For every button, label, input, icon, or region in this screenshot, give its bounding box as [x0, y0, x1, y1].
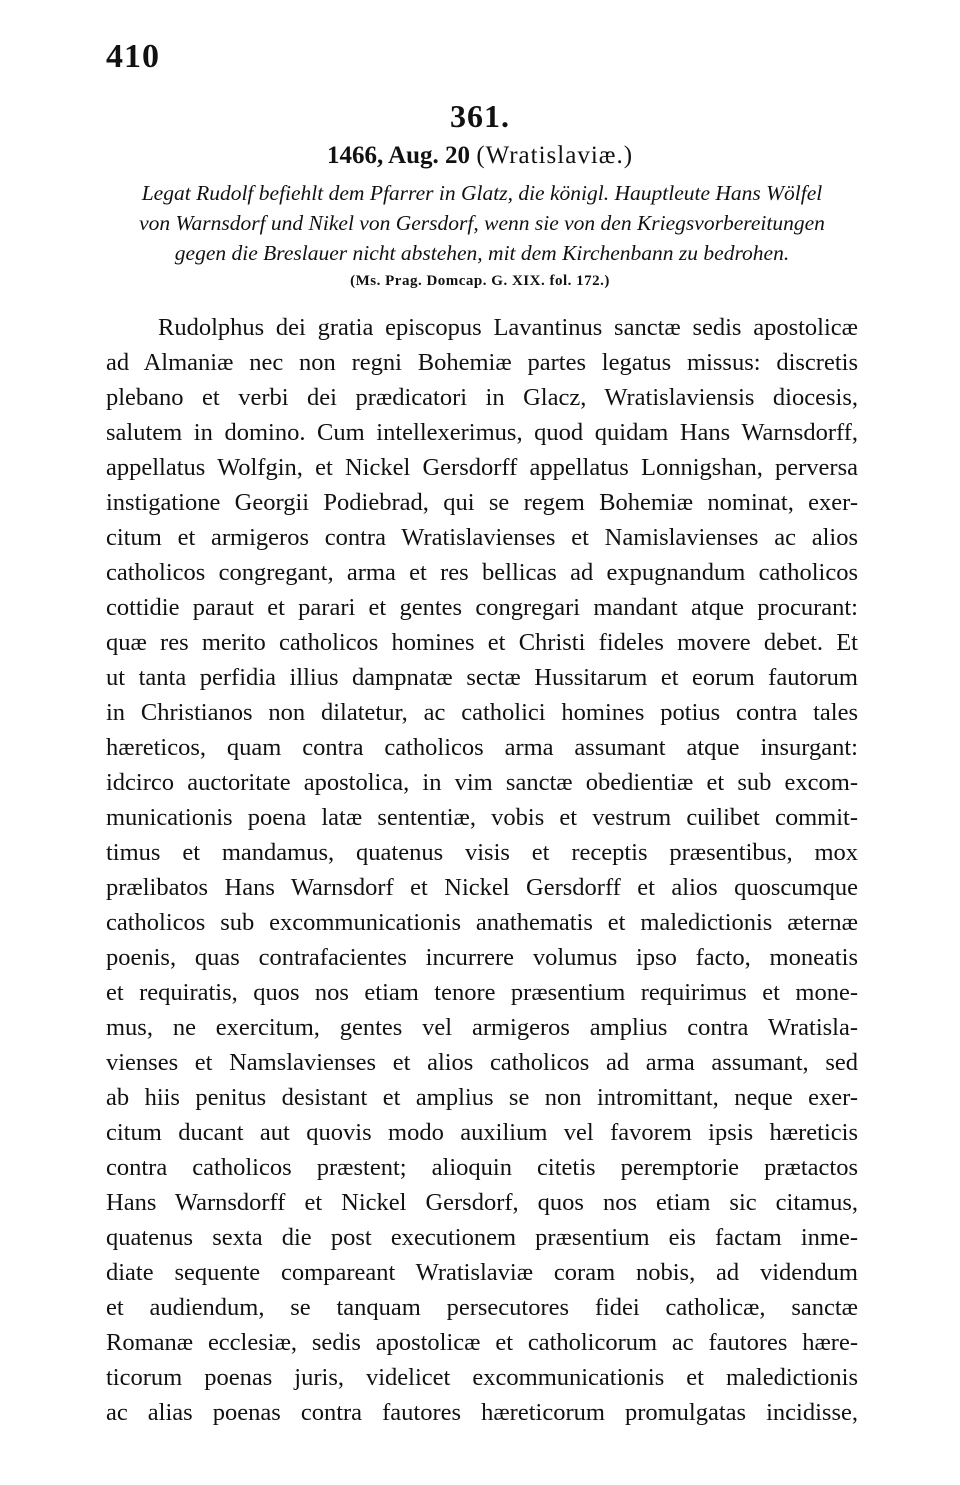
- body-line: ut tanta perfidia illius dampnatæ sectæ Hussitarum et eorum fautorum: [106, 664, 858, 691]
- body-line: ab hiis penitus desistant et amplius se non intromittant, neque exer-: [106, 1084, 858, 1111]
- body-line: diate sequente compareant Wratislaviæ coram nobis, ad videndum: [106, 1259, 858, 1286]
- summary-line: Legat Rudolf befiehlt dem Pfarrer in Glatz, die königl. Hauptleute Hans Wölfel: [141, 181, 823, 205]
- body-line: contra catholicos præstent; alioquin citetis peremptorie prætactos: [106, 1154, 858, 1181]
- body-line: ad Almaniæ nec non regni Bohemiæ partes legatus missus: discretis: [106, 349, 858, 376]
- document-body: [106, 310, 858, 1430]
- summary-line: von Warnsdorf und Nikel von Gersdorf, wenn sie von den Kriegsvorbereitungen: [139, 211, 825, 235]
- body-line: quatenus sexta die post executionem præsentium eis factam inme-: [106, 1224, 858, 1251]
- body-line: idcirco auctoritate apostolica, in vim sanctæ obedientiæ et sub excom-: [106, 769, 858, 796]
- body-line: plebano et verbi dei prædicatori in Glacz, Wratislaviensis diocesis,: [106, 384, 858, 411]
- body-line: poenis, quas contrafacientes incurrere volumus ipso facto, moneatis: [106, 944, 858, 971]
- body-line: citum ducant aut quovis modo auxilium vel favorem ipsis hæreticis: [106, 1119, 858, 1146]
- summary-line: gegen die Breslauer nicht abstehen, mit dem Kirchenbann zu bedrohen.: [174, 241, 790, 265]
- body-line: salutem in domino. Cum intellexerimus, quod quidam Hans Warnsdorff,: [106, 419, 858, 446]
- body-line: quæ res merito catholicos homines et Christi fideles movere debet. Et: [106, 629, 858, 656]
- body-line: municationis poena latæ sententiæ, vobis et vestrum cuilibet commit-: [106, 804, 858, 831]
- regest-summary: [106, 178, 858, 268]
- body-line: ticorum poenas juris, videlicet excommunicationis et maledictionis: [106, 1364, 858, 1391]
- body-line: Rudolphus dei gratia episcopus Lavantinus sanctæ sedis apostolicæ: [158, 314, 858, 341]
- body-line: Romanæ ecclesiæ, sedis apostolicæ et catholicorum ac fautores hære-: [106, 1329, 858, 1356]
- body-line: vienses et Namslavienses et alios catholicos ad arma assumant, sed: [106, 1049, 858, 1076]
- body-line: Hans Warnsdorff et Nickel Gersdorf, quos nos etiam sic citamus,: [106, 1189, 858, 1216]
- body-line: appellatus Wolfgin, et Nickel Gersdorff appellatus Lonnigshan, perversa: [106, 454, 858, 481]
- body-line: timus et mandamus, quatenus visis et receptis præsentibus, mox: [106, 839, 858, 866]
- body-line: prælibatos Hans Warnsdorf et Nickel Gersdorff et alios quoscumque: [106, 874, 858, 901]
- body-line: cottidie paraut et parari et gentes congregari mandant atque procurant:: [106, 594, 858, 621]
- page-number: 410: [106, 38, 160, 75]
- body-line: in Christianos non dilatetur, ac catholici homines potius contra tales: [106, 699, 858, 726]
- body-line: mus, ne exercitum, gentes vel armigeros amplius contra Wratisla-: [106, 1014, 858, 1041]
- body-line: ac alias poenas contra fautores hæreticorum promulgatas incidisse,: [106, 1399, 858, 1426]
- source-citation: (Ms. Prag. Domcap. G. XIX. fol. 172.): [350, 273, 610, 289]
- document-date: 1466, Aug. 20: [326, 142, 471, 169]
- document-number: 361.: [450, 98, 510, 134]
- body-line: hæreticos, quam contra catholicos arma assumant atque insurgant:: [106, 734, 858, 761]
- body-line: catholicos congregant, arma et res bellicas ad expugnandum catholicos: [106, 559, 858, 586]
- body-line: et audiendum, se tanquam persecutores fidei catholicæ, sanctæ: [106, 1294, 858, 1321]
- date-line: [0, 142, 960, 170]
- body-line: instigatione Georgii Podiebrad, qui se regem Bohemiæ nominat, exer-: [106, 489, 858, 516]
- document-place: (Wratislaviæ.): [476, 142, 634, 169]
- body-line: catholicos sub excommunicationis anathematis et maledictionis æternæ: [106, 909, 858, 936]
- body-line: et requiratis, quos nos etiam tenore præsentium requirimus et mone-: [106, 979, 858, 1006]
- body-line: citum et armigeros contra Wratislavienses et Namislavienses ac alios: [106, 524, 858, 551]
